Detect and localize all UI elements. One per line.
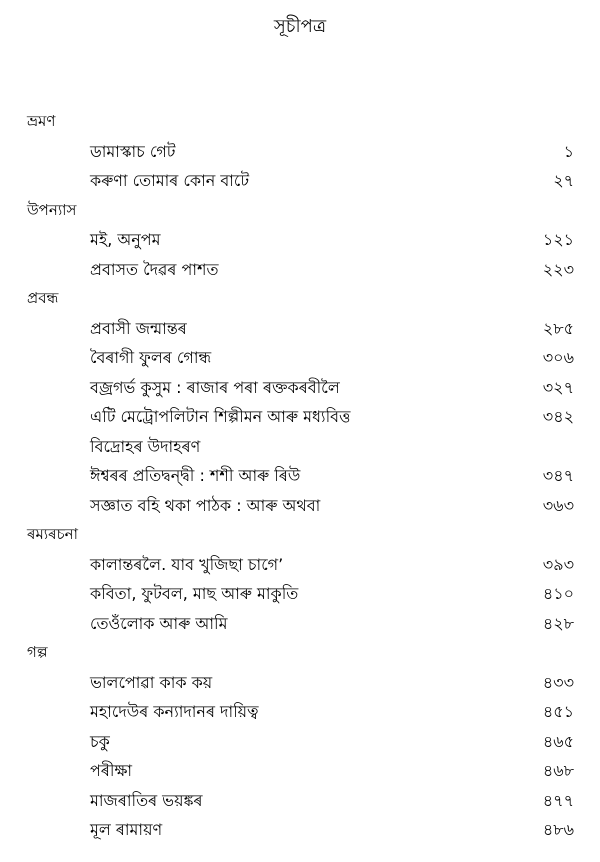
toc-entry [0,166,600,196]
table-of-contents [0,107,600,845]
entry-title: সজ্ঞাত বহি থকা পাঠক : আৰু অথবা [90,495,321,515]
entry-page-number: ১২১ [542,230,574,249]
toc-entry [0,255,600,285]
toc-entry [0,137,600,167]
entry-title: বিদ্ৰোহৰ উদাহৰণ [90,436,201,456]
entry-page-number: ৩৪৭ [542,466,574,485]
entry-page-number: ৪৮৬ [542,820,574,839]
entry-title: পৰীক্ষা [90,761,133,780]
toc-entry [0,756,600,786]
entry-title: মহাদেউৰ কন্যাদানৰ দায়িত্ব [90,702,259,721]
entry-title: এটি মেট্ৰোপলিটান শিল্পীমন আৰু মধ্যবিত্ত [90,407,351,426]
entry-title: প্ৰবাসত দৈৱৰ পাশত [90,259,219,279]
entry-title: তেওঁলোক আৰু আমি [90,613,228,633]
toc-entry [0,461,600,491]
entry-page-number: ২৭ [553,171,574,190]
entry-page-number: ২২৩ [542,259,574,279]
entry-title: মই, অনুপম [90,230,161,249]
entry-title: কবিতা, ফুটবল, মাছ আৰু মাকুতি [90,584,299,603]
entry-page-number: ৩৪২ [542,407,574,426]
entry-title: মাজৰাতিৰ ভয়ঙ্কৰ [90,790,203,810]
toc-entry [0,314,600,344]
toc-entry [0,815,600,845]
toc-entry [0,373,600,403]
entry-title: মূল ৰামায়ণ [90,820,163,839]
entry-title: কালান্তৰলৈ. যাব খুজিছা চাগে’ [90,554,284,574]
page-title: সূচীপত্ৰ [273,16,327,37]
entry-page-number: ১ [563,141,574,161]
section-heading-novel: উপন্যাস [27,200,77,219]
entry-page-number: ৩২৭ [542,377,574,397]
entry-title: বজ্ৰগৰ্ভ কুসুম : ৰাজাৰ পৰা ৰক্তকৰবীলৈ [90,377,340,397]
entry-page-number: ৩৯৩ [542,554,574,574]
entry-page-number: ৩০৬ [542,348,574,367]
entry-page-number: ৪৬৮ [542,761,574,780]
entry-page-number: ৪৩৩ [542,672,574,692]
entry-title: ডামাস্কাচ গেট [90,141,176,161]
toc-entry [0,579,600,609]
entry-page-number: ৪৫১ [542,702,574,721]
toc-entry [0,668,600,698]
entry-title: চকু [90,731,110,751]
entry-page-number: ৪২৮ [542,613,574,633]
section-heading-travel: ভ্ৰমণ [27,112,56,130]
entry-title: ঈশ্বৰৰ প্ৰতিদ্বন্দ্বী : শশী আৰু ৰিউ [90,466,301,485]
entry-title: ভালপোৱা কাক কয় [90,672,213,692]
toc-entry [0,550,600,580]
entry-page-number: ৪৬৫ [542,731,574,751]
toc-entry [0,491,600,521]
section-heading-essay: প্ৰবন্ধ [27,289,59,307]
toc-entry [0,609,600,639]
toc-entry [0,225,600,255]
toc-entry [0,402,600,432]
toc-entry [0,786,600,816]
entry-title: কৰুণা তোমাৰ কোন বাটে [90,171,250,190]
entry-page-number: ৩৬৩ [542,495,574,515]
toc-entry [0,432,600,462]
toc-entry [0,697,600,727]
entry-title: প্ৰবাসী জন্মান্তৰ [90,318,187,338]
entry-page-number: ২৮৫ [542,318,574,338]
toc-entry [0,343,600,373]
entry-title: বৈৰাগী ফুলৰ গোন্ধ [90,348,212,367]
section-heading-belles-lettres: ৰম্যৰচনা [27,525,78,543]
section-heading-stories: গল্প [27,643,48,661]
entry-page-number: ৪১০ [542,584,574,603]
toc-entry [0,727,600,757]
entry-page-number: ৪৭৭ [542,790,574,810]
